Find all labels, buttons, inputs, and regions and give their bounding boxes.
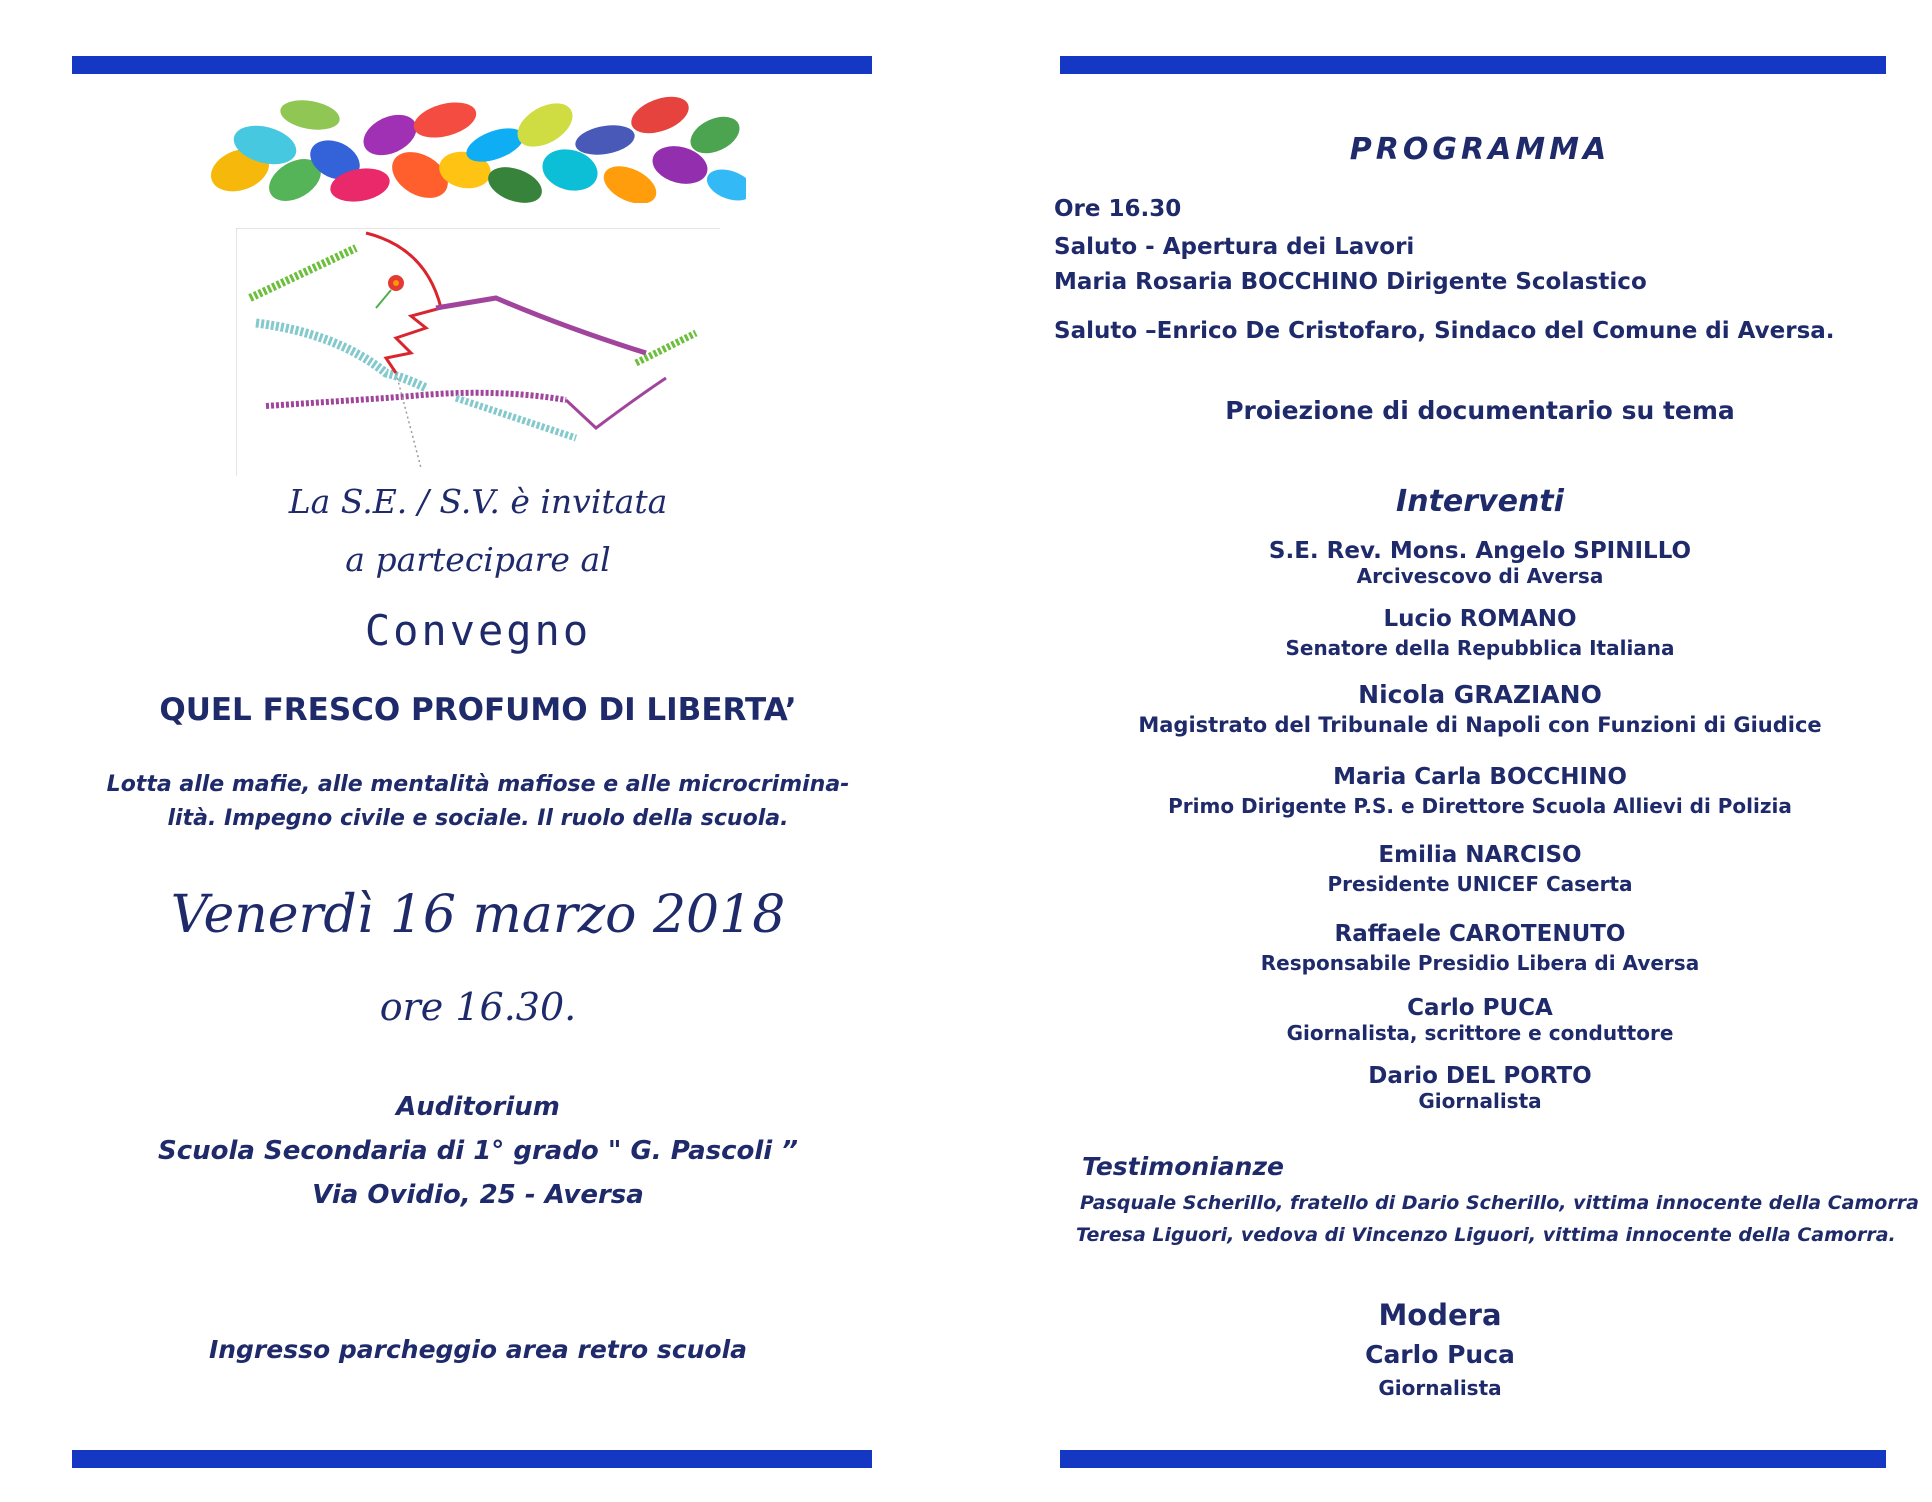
speaker-item — [1060, 995, 1900, 1045]
left-top-bar — [72, 56, 872, 74]
speaker-name: S.E. Rev. Mons. Angelo SPINILLO — [1268, 538, 1692, 564]
speaker-item — [1060, 538, 1900, 588]
speaker-item — [1060, 921, 1900, 975]
speaker-item — [1060, 680, 1900, 737]
speaker-role: Giornalista, scrittore e conduttore — [1286, 1021, 1674, 1045]
invite-line-2: a partecipare al — [345, 540, 611, 579]
speaker-item — [1060, 764, 1900, 818]
modera-heading: Modera — [1378, 1298, 1502, 1332]
program-greeting: Saluto –Enrico De Cristofaro, Sindaco del Comune di Aversa. — [1054, 318, 1835, 344]
dove-flag-sketch-image — [236, 228, 720, 476]
venue-address: Via Ovidio, 25 - Aversa — [312, 1180, 644, 1210]
speaker-role: Primo Dirigente P.S. e Direttore Scuola Allievi di Polizia — [1168, 794, 1792, 818]
event-subtitle-line-1: Lotta alle mafie, alle mentalità mafiose e alle microcrimina- — [106, 772, 850, 797]
footprints-banner-image — [210, 75, 746, 203]
speaker-name: Carlo PUCA — [1407, 995, 1553, 1021]
speaker-name: Emilia NARCISO — [1378, 842, 1582, 868]
right-top-bar — [1060, 56, 1886, 74]
speaker-name: Raffaele CAROTENUTO — [1334, 921, 1626, 947]
speaker-name: Lucio ROMANO — [1383, 606, 1577, 632]
speaker-name: Dario DEL PORTO — [1368, 1063, 1592, 1089]
speaker-item — [1060, 1063, 1900, 1113]
moderator-name: Carlo Puca — [1365, 1340, 1515, 1369]
testimonianze-heading: Testimonianze — [1082, 1152, 1284, 1181]
speaker-role: Giornalista — [1418, 1089, 1542, 1113]
program-projection: Proiezione di documentario su tema — [1225, 396, 1735, 425]
convegno-heading: Convegno — [364, 606, 592, 655]
programma-heading: PROGRAMMA — [1349, 132, 1611, 167]
speaker-name: Nicola GRAZIANO — [1358, 680, 1602, 709]
testimonianza-item: Pasquale Scherillo, fratello di Dario Scherillo, vittima innocente della Camorra — [1080, 1192, 1919, 1214]
speaker-role: Senatore della Repubblica Italiana — [1285, 636, 1675, 660]
testimonianza-item: Teresa Liguori, vedova di Vincenzo Liguori, vittima innocente della Camorra. — [1076, 1224, 1896, 1246]
program-hour: Ore 16.30 — [1054, 196, 1182, 222]
event-time: ore 16.30. — [379, 985, 577, 1029]
parking-note: Ingresso parcheggio area retro scuola — [208, 1335, 748, 1364]
speaker-role: Magistrato del Tribunale di Napoli con Funzioni di Giudice — [1138, 713, 1822, 737]
speaker-name: Maria Carla BOCCHINO — [1333, 764, 1627, 790]
venue-school: Scuola Secondaria di 1° grado " G. Pascoli ” — [157, 1136, 799, 1166]
venue-name: Auditorium — [396, 1092, 560, 1122]
event-date: Venerdì 16 marzo 2018 — [170, 885, 786, 945]
speaker-item — [1060, 606, 1900, 660]
interventi-heading: Interventi — [1396, 484, 1564, 519]
left-bottom-bar — [72, 1450, 872, 1468]
right-bottom-bar — [1060, 1450, 1886, 1468]
invite-line-1: La S.E. / S.V. è invitata — [288, 482, 668, 521]
speaker-role: Responsabile Presidio Libera di Aversa — [1260, 951, 1700, 975]
speaker-role: Arcivescovo di Aversa — [1356, 564, 1604, 588]
moderator-role: Giornalista — [1378, 1376, 1502, 1400]
event-subtitle-line-2: lità. Impegno civile e sociale. Il ruolo della scuola. — [167, 806, 789, 831]
program-opening: Saluto - Apertura dei Lavori — [1054, 234, 1415, 260]
speaker-item — [1060, 842, 1900, 896]
speaker-role: Presidente UNICEF Caserta — [1327, 872, 1633, 896]
program-opening-speaker: Maria Rosaria BOCCHINO Dirigente Scolastico — [1054, 269, 1647, 295]
event-title: QUEL FRESCO PROFUMO DI LIBERTA’ — [159, 692, 797, 728]
